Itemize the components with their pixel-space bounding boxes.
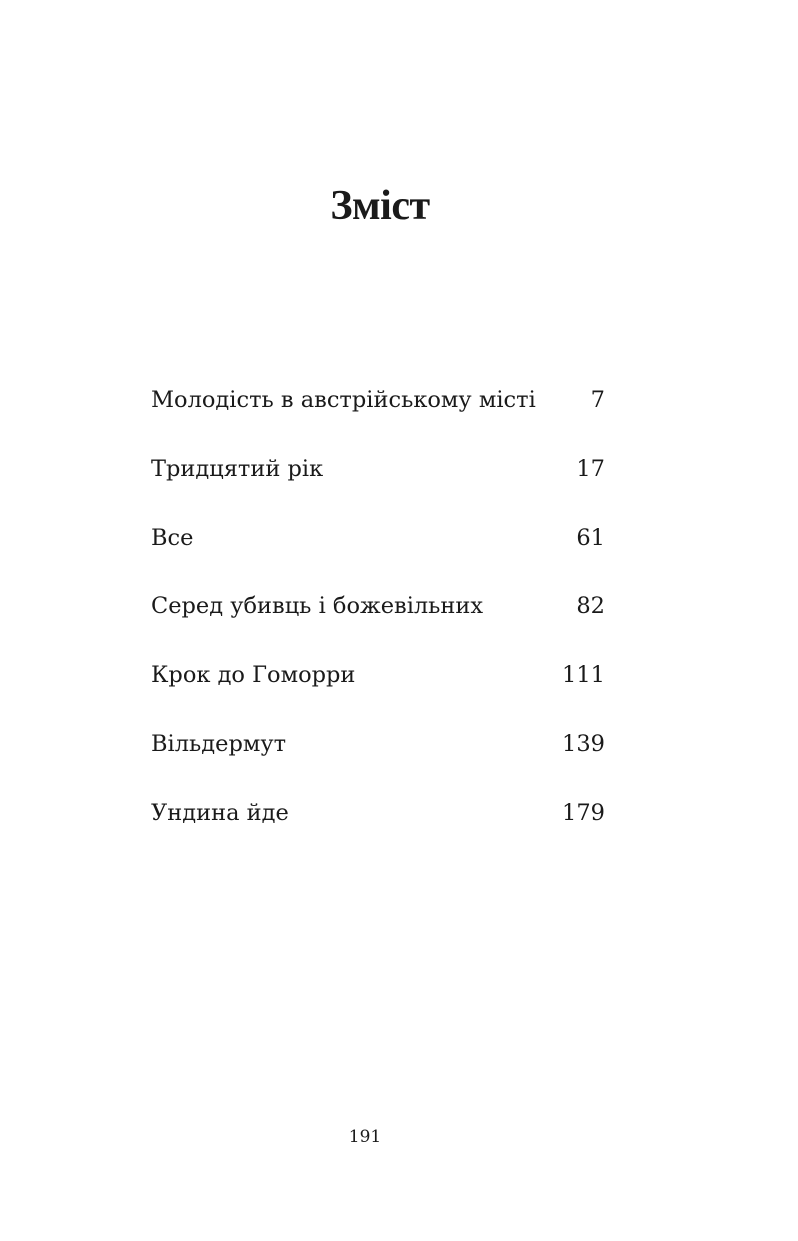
- toc-entry-title: Тридцятий рік: [151, 455, 324, 482]
- toc-entry: [151, 655, 605, 724]
- toc-entry: [151, 586, 605, 655]
- toc-entry: [151, 380, 605, 449]
- page-number: 191: [348, 1127, 382, 1147]
- toc-entry-title: Все: [151, 524, 194, 551]
- toc-entry-title: Вільдермут: [151, 730, 287, 757]
- toc-entry: [151, 518, 605, 587]
- toc-entry-page: 82: [576, 593, 605, 620]
- toc-entry-page: 111: [562, 662, 605, 689]
- table-of-contents: [151, 380, 605, 862]
- page-title: Зміст: [330, 183, 430, 230]
- toc-entry: [151, 724, 605, 793]
- toc-entry-page: 139: [562, 730, 605, 757]
- toc-entry-page: 179: [562, 799, 605, 826]
- toc-entry-page: 61: [576, 524, 605, 551]
- toc-entry-title: Крок до Гоморри: [151, 662, 356, 689]
- toc-entry-title: Серед убивць і божевільних: [151, 593, 484, 620]
- toc-entry: [151, 793, 605, 862]
- toc-entry-page: 17: [576, 455, 605, 482]
- toc-entry-title: Молодість в австрійському місті: [151, 387, 536, 413]
- toc-entry-page: 7: [590, 387, 605, 413]
- toc-entry: [151, 449, 605, 518]
- toc-entry-title: Ундина йде: [151, 799, 289, 826]
